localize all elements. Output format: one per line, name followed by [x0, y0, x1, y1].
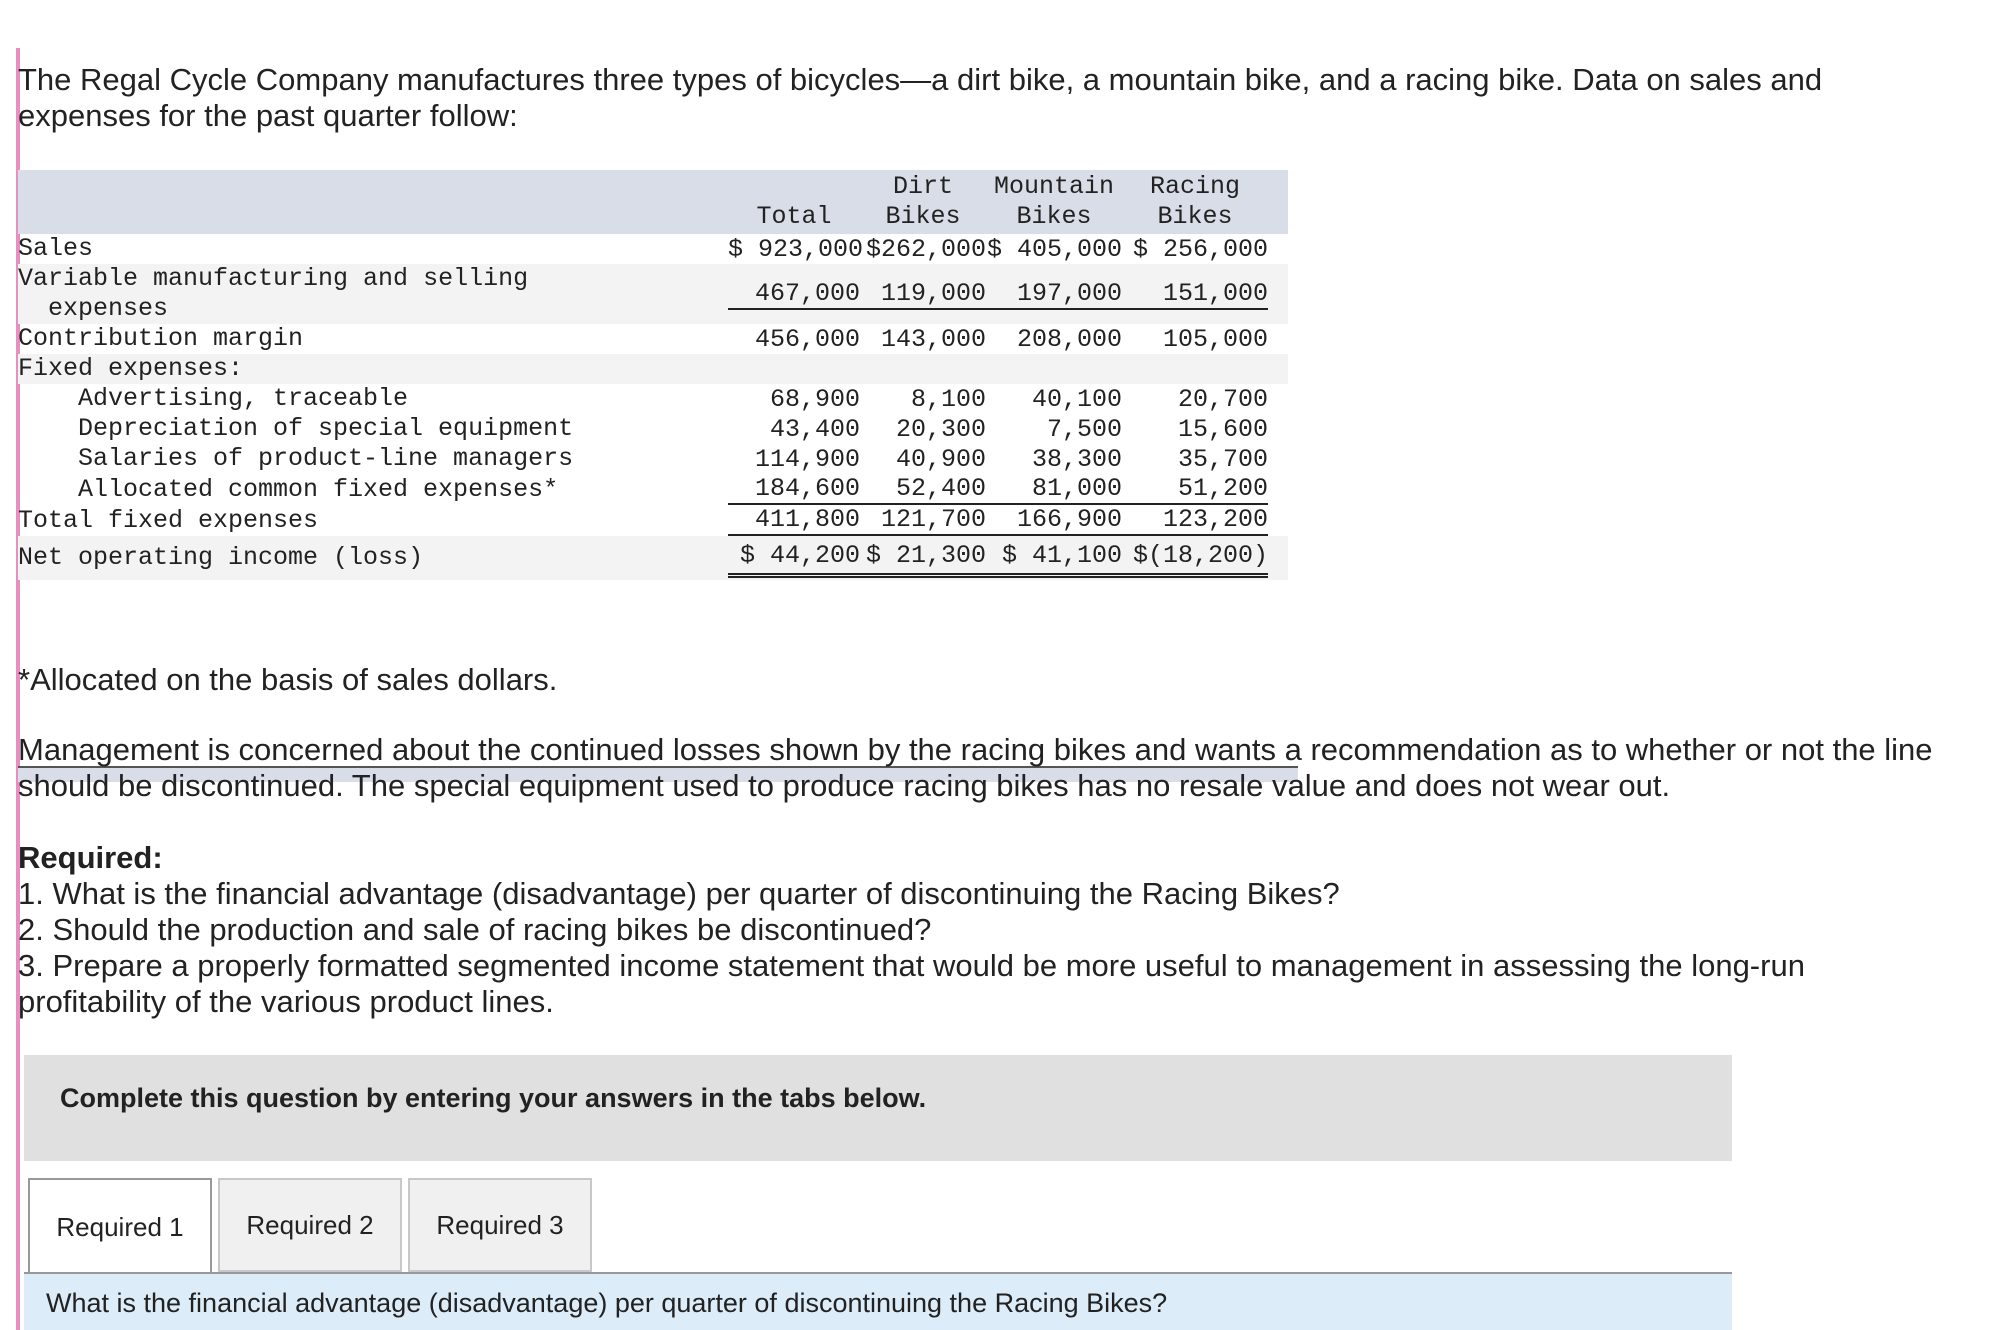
tab-required-2[interactable]: Required 2 — [218, 1178, 402, 1272]
table-row-depreciation: Depreciation of special equipment 43,400 20,300 7,500 15,600 — [78, 414, 1268, 444]
col-mountain-header: Mountain Bikes — [993, 172, 1115, 231]
management-paragraph: Management is concerned about the continued losses shown by the racing bikes and wants a recommendation as to whether or not the line should be discontinued. The special equipment used to produce racing bikes has no resale value and does not wear out. — [18, 732, 1933, 803]
table-row-contribution-margin: Contribution margin 456,000 143,000 208,000 105,000 — [18, 324, 1268, 354]
question-panel — [24, 1274, 1732, 1330]
footnote: *Allocated on the basis of sales dollars. — [18, 662, 558, 697]
intro-paragraph: The Regal Cycle Company manufactures three types of bicycles—a dirt bike, a mountain bike, and a racing bike. Data on sales and expenses for the past quarter follow: — [18, 62, 1823, 133]
income-statement — [18, 170, 1318, 615]
table-row-salaries: Salaries of product-line managers 114,900 40,900 38,300 35,700 — [78, 444, 1268, 474]
tab-required-1[interactable]: Required 1 — [28, 1178, 212, 1274]
table-row-advertising: Advertising, traceable 68,900 8,100 40,100 20,700 — [78, 384, 1268, 414]
table-header-row — [18, 170, 1288, 234]
required-title: Required: — [18, 840, 163, 875]
table-row-net-operating-income: Net operating income (loss) $ 44,200 $ 21,300 $ 41,100 $(18,200) — [18, 536, 1288, 580]
income-statement-table — [18, 170, 1288, 580]
col-dirt-header: Dirt Bikes — [885, 172, 961, 231]
required-item-1: 1. What is the financial advantage (disadvantage) per quarter of discontinuing the Racing Bikes? — [18, 876, 1340, 911]
instruction-text: Complete this question by entering your answers in the tabs below. — [60, 1083, 927, 1113]
table-row-total-fixed: Total fixed expenses 411,800 121,700 166,900 123,200 — [18, 505, 1268, 535]
table-row-sales: Sales $ 923,000 $262,000 $ 405,000 $ 256,000 — [18, 234, 1268, 264]
required-item-2: 2. Should the production and sale of racing bikes be discontinued? — [18, 912, 932, 947]
tab-required-3[interactable]: Required 3 — [408, 1178, 592, 1272]
required-item-3: 3. Prepare a properly formatted segmented income statement that would be more useful to management in assessing the long-run profitability of the various product lines. — [18, 948, 1805, 1019]
col-total-header: Total — [756, 202, 832, 231]
table-row-variable: Variable manufacturing and selling expenses 467,000 119,000 197,000 151,000 — [18, 264, 1288, 324]
col-racing-header: Racing Bikes — [1149, 172, 1240, 231]
instruction-panel — [24, 1055, 1732, 1161]
question-text: What is the financial advantage (disadvantage) per quarter of discontinuing the Racing Bikes? — [46, 1288, 1168, 1318]
table-row-fixed-heading: Fixed expenses: — [18, 354, 1288, 384]
required-section — [18, 840, 1938, 1020]
table-row-allocated: Allocated common fixed expenses* 184,600 52,400 81,000 51,200 — [78, 474, 1268, 504]
